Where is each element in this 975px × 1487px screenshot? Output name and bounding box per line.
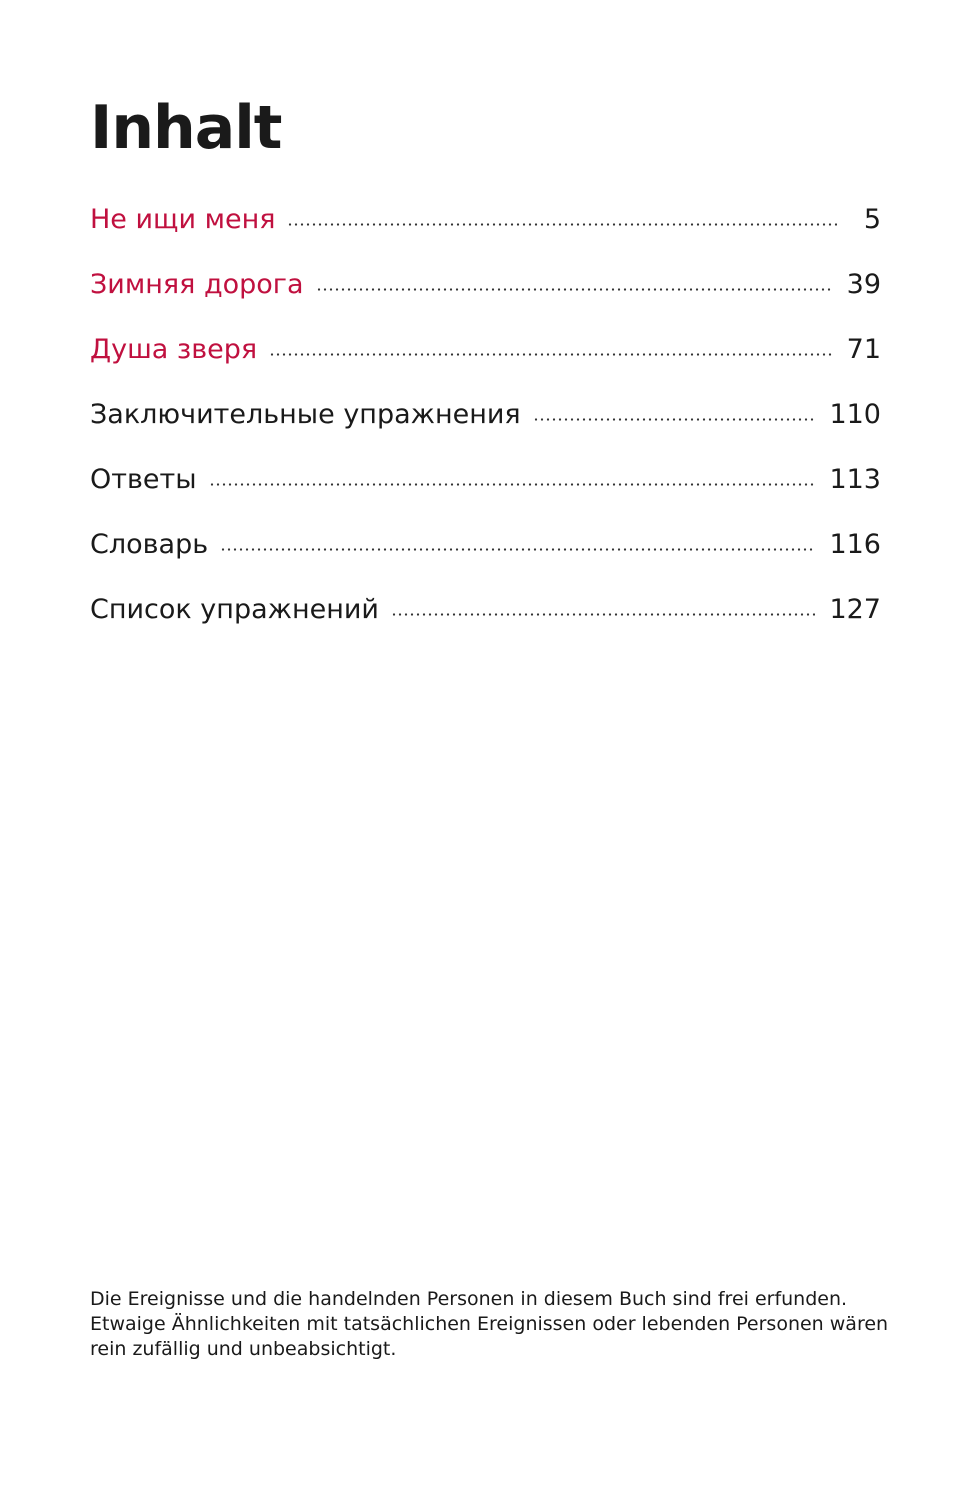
toc-entry-4[interactable]: [90, 390, 881, 455]
toc-entry-title: Список упражнений: [90, 594, 379, 625]
toc-dot-leader: [533, 418, 816, 421]
toc-entry-title: Словарь: [90, 529, 209, 560]
page-title: Inhalt: [90, 93, 282, 163]
toc-entry-title: Заключительные упражнения: [90, 399, 521, 430]
toc-page-number: 127: [829, 594, 881, 625]
toc-dot-leader: [391, 613, 815, 616]
toc-entry-5[interactable]: [90, 455, 881, 520]
toc-page-number: 110: [829, 399, 881, 430]
table-of-contents: [90, 195, 881, 650]
toc-entry-7[interactable]: [90, 585, 881, 650]
toc-entry-title: Душа зверя: [90, 334, 258, 365]
toc-dot-leader: [209, 483, 816, 486]
toc-entry-2[interactable]: [90, 260, 881, 325]
toc-page-number: 5: [863, 204, 881, 235]
disclaimer-text: Die Ereignisse und die handelnden Personen in diesem Buch sind frei erfunden. Etwaige Ähnlichkeiten mit tatsächlichen Ereignissen oder lebenden Personen wären rein zufällig und unbeabsichtigt.: [90, 1288, 889, 1360]
toc-page-number: 116: [829, 529, 881, 560]
toc-dot-leader: [287, 223, 837, 226]
toc-dot-leader: [316, 288, 833, 291]
toc-entry-title: Зимняя дорога: [90, 269, 304, 300]
toc-page-number: 113: [829, 464, 881, 495]
toc-page-number: 71: [846, 334, 881, 365]
toc-page-number: 39: [846, 269, 881, 300]
toc-dot-leader: [220, 548, 815, 551]
toc-entry-title: Не ищи меня: [90, 204, 276, 235]
toc-dot-leader: [269, 353, 832, 356]
toc-entry-6[interactable]: [90, 520, 881, 585]
toc-entry-1[interactable]: [90, 195, 881, 260]
toc-entry-3[interactable]: [90, 325, 881, 390]
toc-entry-title: Ответы: [90, 464, 197, 495]
